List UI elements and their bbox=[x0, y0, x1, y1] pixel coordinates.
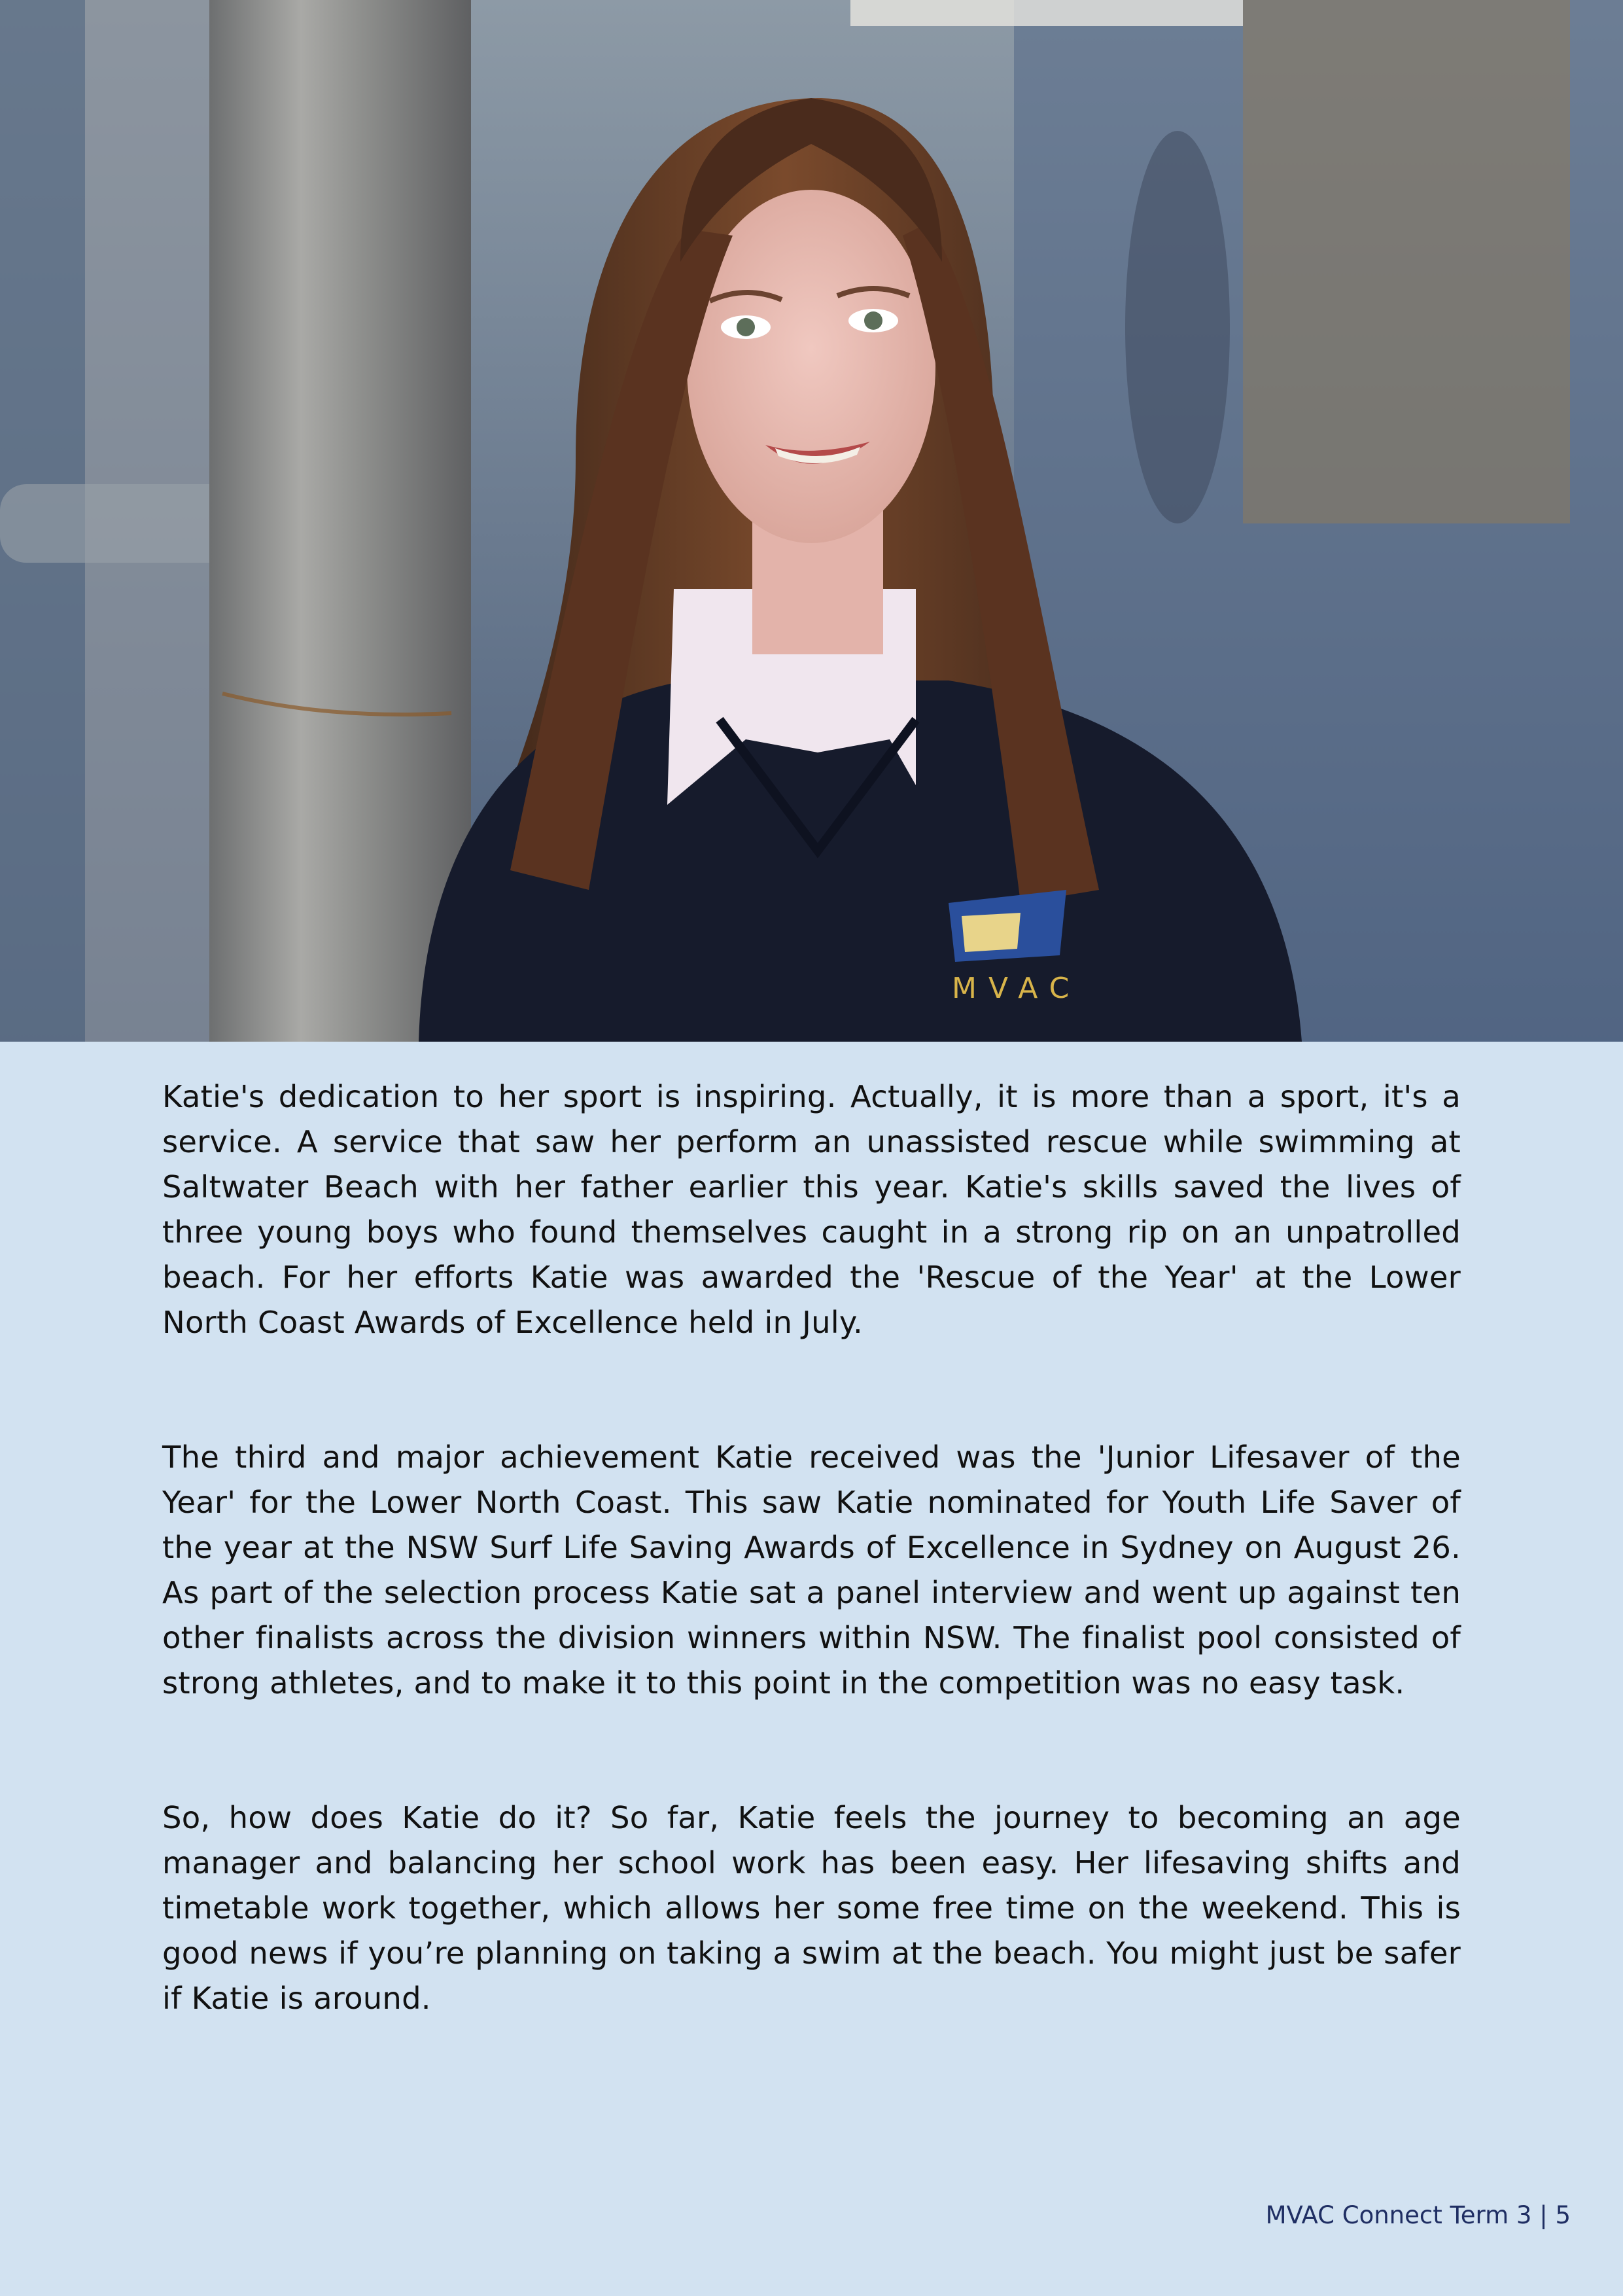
hero-photo bbox=[0, 0, 1623, 1042]
article-body bbox=[162, 1074, 1461, 2111]
article-paragraph-2: The third and major achievement Katie received was the 'Junior Lifesaver of the Year' for the Lower North Coast. This saw Katie nominated for Youth Life Saver of the year at the NSW Surf Life Saving Awards of Excellence in Sydney on August 26. As part of the selection process Katie sat a panel interview and went up against ten other finalists across the division winners within NSW. The finalist pool consisted of strong athletes, and to make it to this point in the competition was no easy task. bbox=[162, 1439, 1461, 1701]
article-paragraph-3: So, how does Katie do it? So far, Katie feels the journey to becoming an age manager and balancing her school work has been easy. Her lifesaving shifts and timetable work together, which allows her some free time on the weekend. This is good news if you’re planning on taking a swim at the beach. You might just be safer if Katie is around. bbox=[162, 1800, 1461, 2016]
student-portrait-image bbox=[0, 0, 1623, 1042]
article-paragraph-1: Katie's dedication to her sport is inspiring. Actually, it is more than a sport, it's a service. A service that saw her perform an unassisted rescue while swimming at Saltwater Beach with her father earlier this year. Katie's skills saved the lives of three young boys who found themselves caught in a strong rip on an unpatrolled beach. For her efforts Katie was awarded the 'Rescue of the Year' at the Lower North Coast Awards of Excellence held in July. bbox=[162, 1079, 1461, 1340]
page-footer: MVAC Connect Term 3 | 5 bbox=[1265, 2201, 1571, 2229]
crest-text: MVAC bbox=[952, 972, 1081, 1005]
